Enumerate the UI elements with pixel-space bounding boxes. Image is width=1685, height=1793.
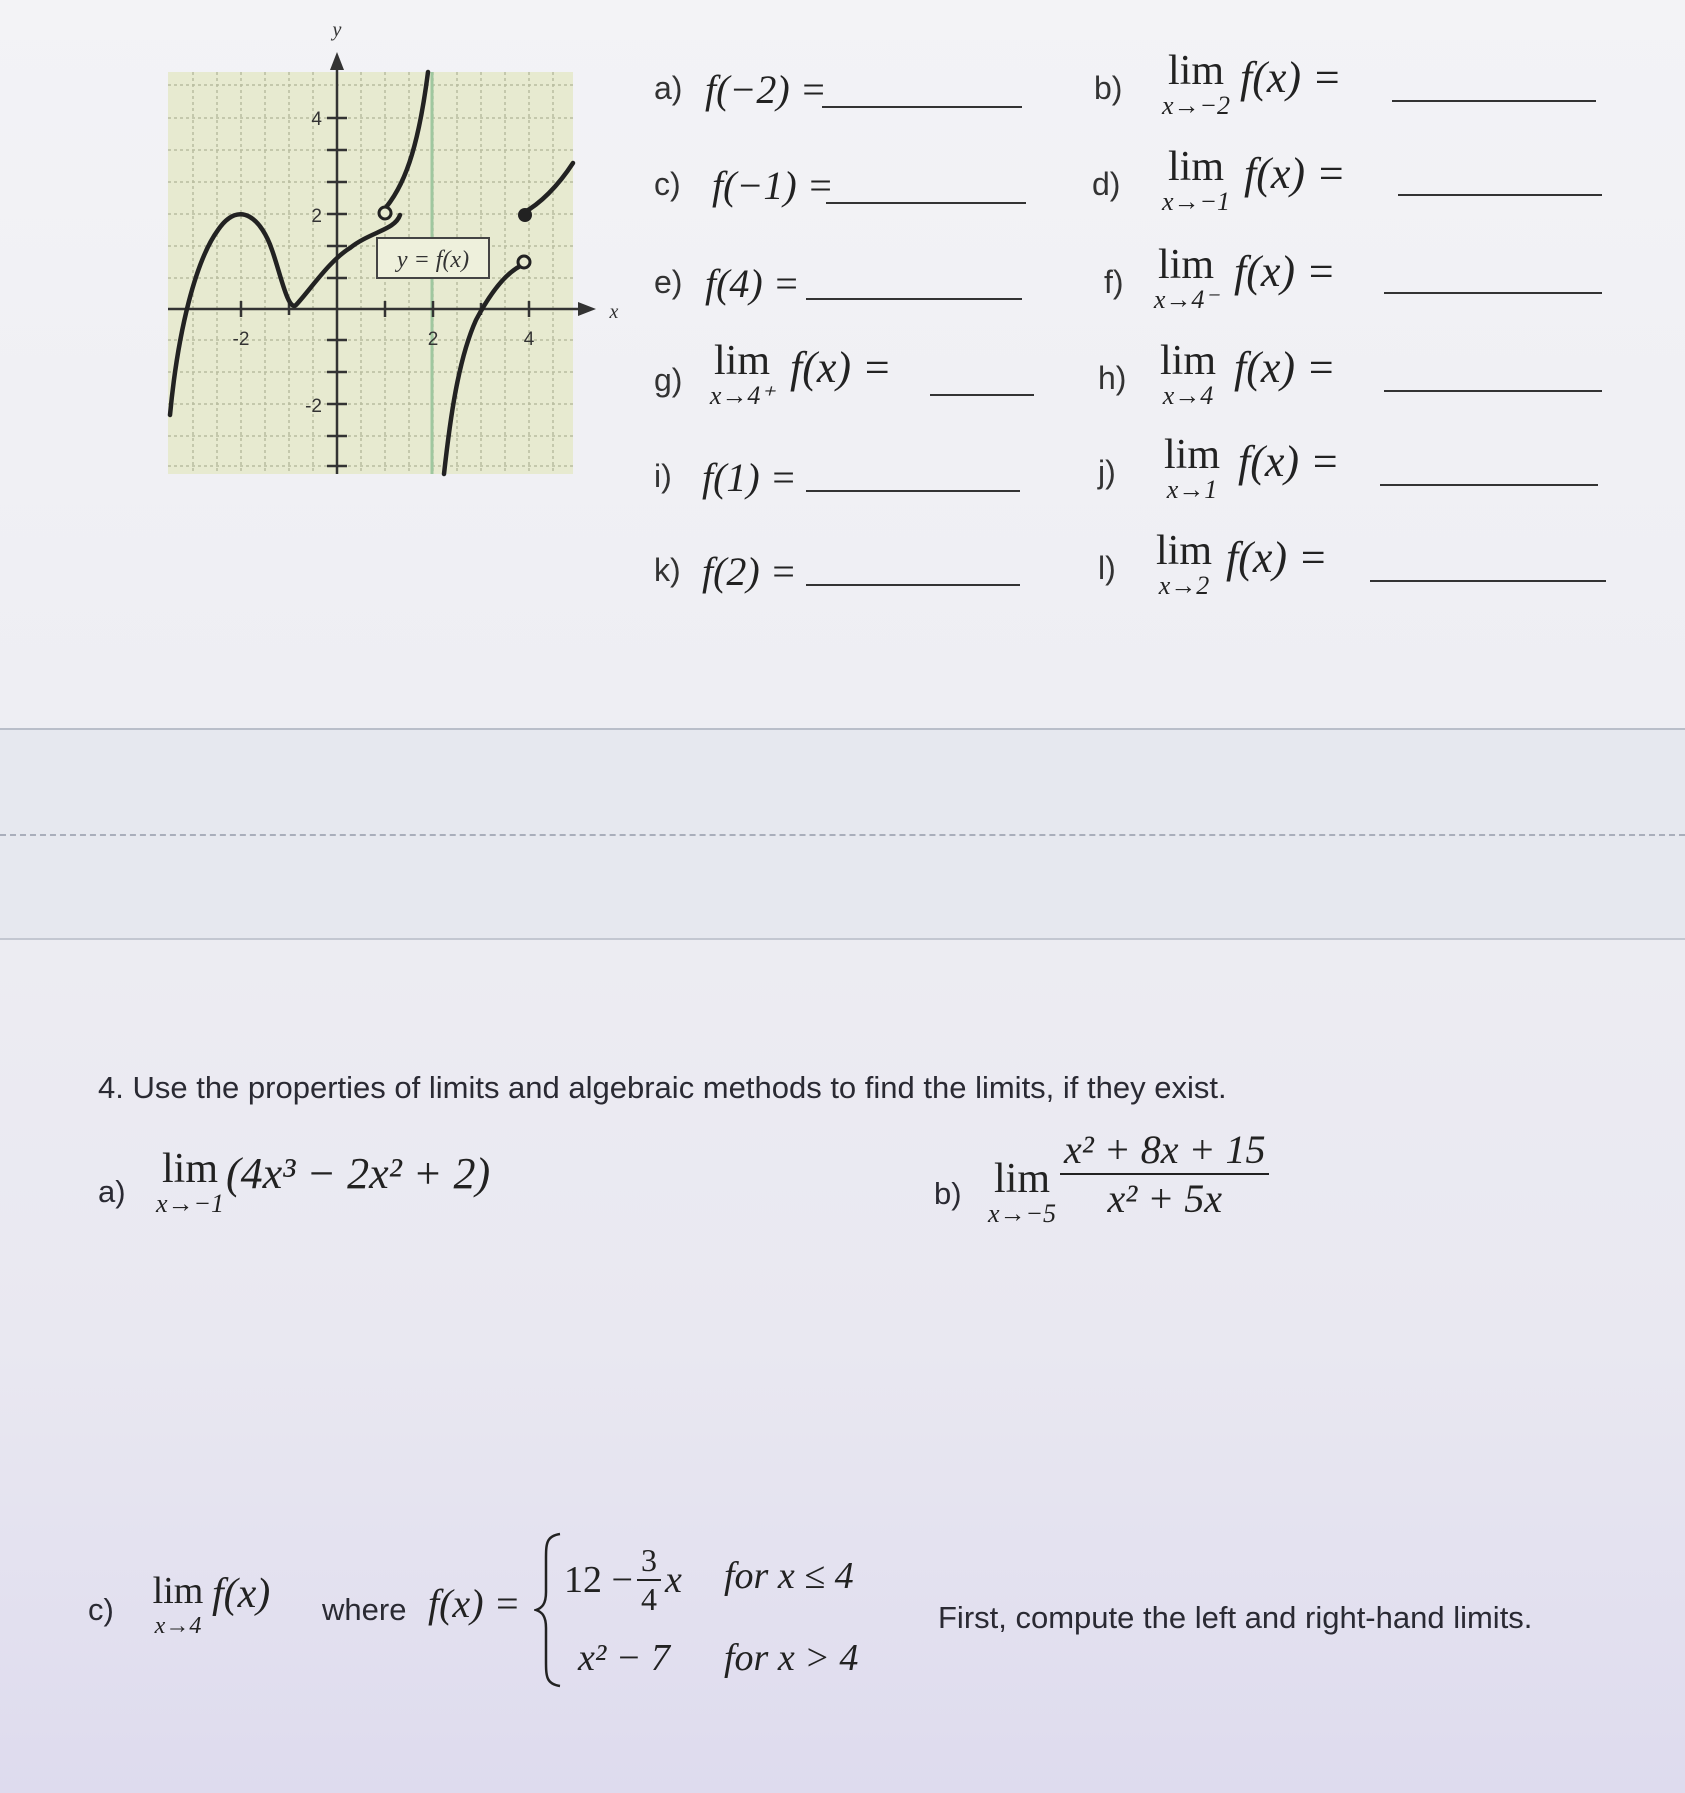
q4c-expression: f(x) [212, 1571, 271, 1617]
answer-blank[interactable] [806, 298, 1022, 300]
left-brace [534, 1530, 564, 1690]
open-point-marker [379, 207, 391, 219]
divider-dashed-line [0, 834, 1685, 836]
q4c-instruction-note: First, compute the left and right-hand limits. [938, 1600, 1533, 1635]
case1-constant: 12 − [564, 1559, 633, 1601]
question-label: a) [654, 70, 683, 106]
answer-blank[interactable] [806, 490, 1020, 492]
curve-label: y = f(x) [396, 247, 470, 273]
question-label: h) [1098, 360, 1127, 396]
question-label: c) [88, 1592, 114, 1627]
fraction-denominator: 4 [640, 1581, 657, 1617]
question-expression: f(4) = [705, 261, 800, 306]
answer-blank[interactable] [1392, 100, 1596, 102]
question-expression: f(2) = [702, 549, 797, 594]
piecewise-case-1 [564, 1542, 682, 1618]
answer-blank[interactable] [1384, 292, 1602, 294]
limit-operator: lim x→2 [1155, 528, 1212, 600]
limit-operator: lim x→−1 [155, 1146, 225, 1218]
open-point-marker [518, 256, 530, 268]
piecewise-case-2: x² − 7 [578, 1637, 670, 1679]
closed-point-marker [518, 208, 532, 222]
question-label: i) [654, 458, 672, 494]
case1-condition: for x ≤ 4 [724, 1555, 854, 1597]
function-graph [150, 20, 630, 480]
q4b-fraction [1060, 1126, 1269, 1222]
answer-blank[interactable] [1370, 580, 1606, 582]
question-expression: f(x) = [1244, 149, 1346, 198]
piecewise-definition-label: f(x) = [428, 1581, 521, 1626]
question-expression: f(x) = [1238, 437, 1340, 486]
limit-operator: lim x→4⁺ [709, 338, 775, 410]
fraction-numerator: 3 [637, 1542, 661, 1581]
question-expression: f(x) = [1234, 343, 1336, 392]
divider-line [0, 728, 1685, 730]
answer-blank[interactable] [806, 584, 1020, 586]
answer-blank[interactable] [930, 394, 1034, 396]
limit-operator: lim x→1 [1163, 432, 1220, 504]
question-label: k) [654, 552, 681, 588]
x-tick-label: -2 [232, 329, 250, 350]
limit-operator: lim x→4⁻ [1153, 242, 1219, 314]
question-label: e) [654, 264, 683, 300]
question-label: a) [98, 1174, 126, 1209]
limit-operator: lim x→4 [1159, 338, 1216, 410]
limit-operator: lim x→4 [152, 1570, 204, 1639]
q4a-expression: (4x³ − 2x² + 2) [226, 1149, 491, 1198]
limit-operator: lim x→−1 [1161, 144, 1231, 216]
y-tick-label: -2 [305, 396, 322, 417]
answer-blank[interactable] [1384, 390, 1602, 392]
question-label: g) [654, 362, 683, 398]
question-expression: f(x) = [1240, 53, 1342, 102]
question-expression: f(−1) = [712, 163, 834, 208]
question-label: b) [1094, 70, 1123, 106]
fraction-numerator: x² + 8x + 15 [1060, 1126, 1269, 1175]
question-expression: f(x) = [1234, 247, 1336, 296]
question-4-title: 4. Use the properties of limits and algebraic methods to find the limits, if they exist. [98, 1070, 1227, 1105]
y-axis-label: y [332, 20, 342, 41]
y-tick-label: 4 [311, 109, 322, 130]
question-label: j) [1098, 454, 1116, 490]
limit-operator: lim x→−5 [987, 1156, 1057, 1228]
where-text: where [322, 1592, 407, 1627]
answer-blank[interactable] [1380, 484, 1598, 486]
answer-blank[interactable] [822, 106, 1022, 108]
x-tick-label: 2 [427, 329, 439, 350]
fraction-denominator: x² + 5x [1107, 1176, 1222, 1221]
limit-operator: lim x→−2 [1161, 48, 1231, 120]
page-gap-band [0, 728, 1685, 938]
question-label: l) [1098, 550, 1116, 586]
x-tick-label: 4 [523, 329, 535, 350]
question-label: b) [934, 1176, 962, 1211]
question-expression: f(x) = [790, 343, 892, 392]
question-label: f) [1104, 264, 1124, 300]
question-expression: f(−2) = [705, 67, 827, 112]
case2-condition: for x > 4 [724, 1637, 859, 1679]
question-label: c) [654, 166, 681, 202]
y-tick-label: 2 [311, 206, 322, 227]
answer-blank[interactable] [826, 202, 1026, 204]
divider-line [0, 938, 1685, 940]
question-expression: f(x) = [1226, 533, 1328, 582]
x-axis-label: x [609, 301, 619, 323]
answer-blank[interactable] [1398, 194, 1602, 196]
case1-variable: x [664, 1559, 682, 1601]
question-expression: f(1) = [702, 455, 797, 500]
question-label: d) [1092, 166, 1121, 202]
